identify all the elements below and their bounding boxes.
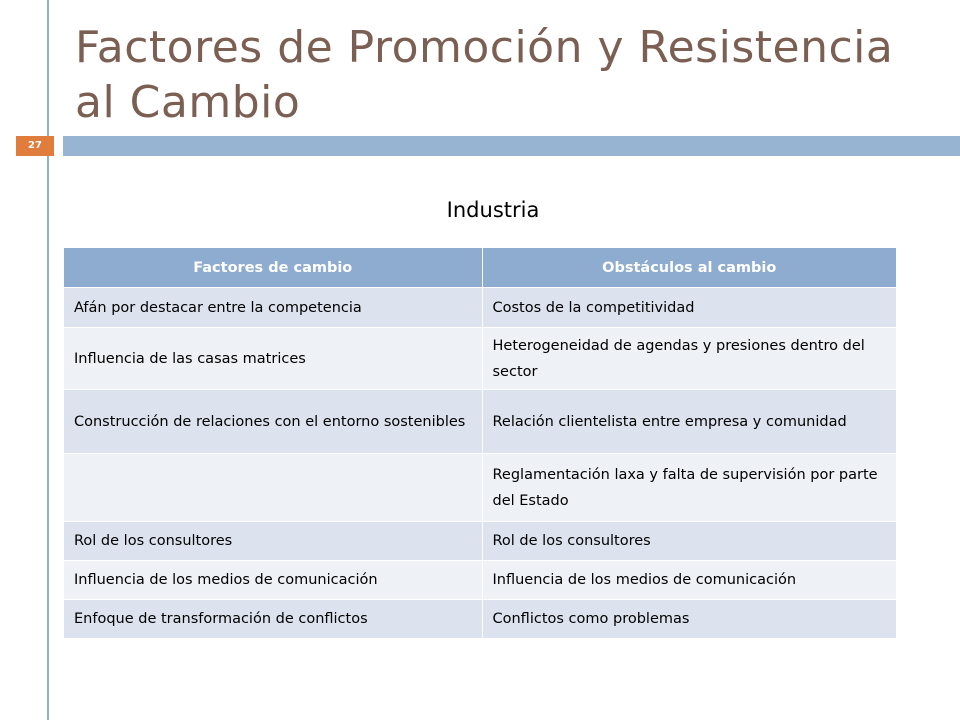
table-row bbox=[64, 288, 896, 328]
table-caption: Industria bbox=[446, 198, 540, 222]
factor-cell: Enfoque de transformación de conflictos bbox=[64, 600, 482, 639]
header-bar bbox=[63, 136, 960, 156]
table-row bbox=[64, 328, 896, 390]
obstacle-cell: Rol de los consultores bbox=[482, 522, 896, 561]
factor-cell bbox=[64, 454, 482, 522]
header-obstacles: Obstáculos al cambio bbox=[482, 248, 896, 288]
factor-cell: Construcción de relaciones con el entorno sostenibles bbox=[64, 390, 482, 454]
left-border-line bbox=[47, 0, 49, 720]
obstacle-cell: Conflictos como problemas bbox=[482, 600, 896, 639]
factor-cell: Influencia de los medios de comunicación bbox=[64, 561, 482, 600]
obstacle-cell: Reglamentación laxa y falta de supervisión por parte del Estado bbox=[482, 454, 896, 522]
table-row bbox=[64, 390, 896, 454]
obstacle-cell: Heterogeneidad de agendas y presiones dentro del sector bbox=[482, 328, 896, 390]
table-row bbox=[64, 454, 896, 522]
table-row bbox=[64, 561, 896, 600]
slide-title: Factores de Promoción y Resistencia al Cambio bbox=[75, 22, 894, 128]
obstacle-cell: Relación clientelista entre empresa y comunidad bbox=[482, 390, 896, 454]
table-row bbox=[64, 600, 896, 639]
obstacle-cell: Costos de la competitividad bbox=[482, 288, 896, 328]
factor-cell: Afán por destacar entre la competencia bbox=[64, 288, 482, 328]
header-factors: Factores de cambio bbox=[64, 248, 482, 288]
factor-cell: Rol de los consultores bbox=[64, 522, 482, 561]
factors-table bbox=[64, 248, 896, 638]
factor-cell: Influencia de las casas matrices bbox=[64, 328, 482, 390]
slide-number: 27 bbox=[16, 136, 54, 156]
table-header-row bbox=[64, 248, 896, 288]
table-row bbox=[64, 522, 896, 561]
obstacle-cell: Influencia de los medios de comunicación bbox=[482, 561, 896, 600]
